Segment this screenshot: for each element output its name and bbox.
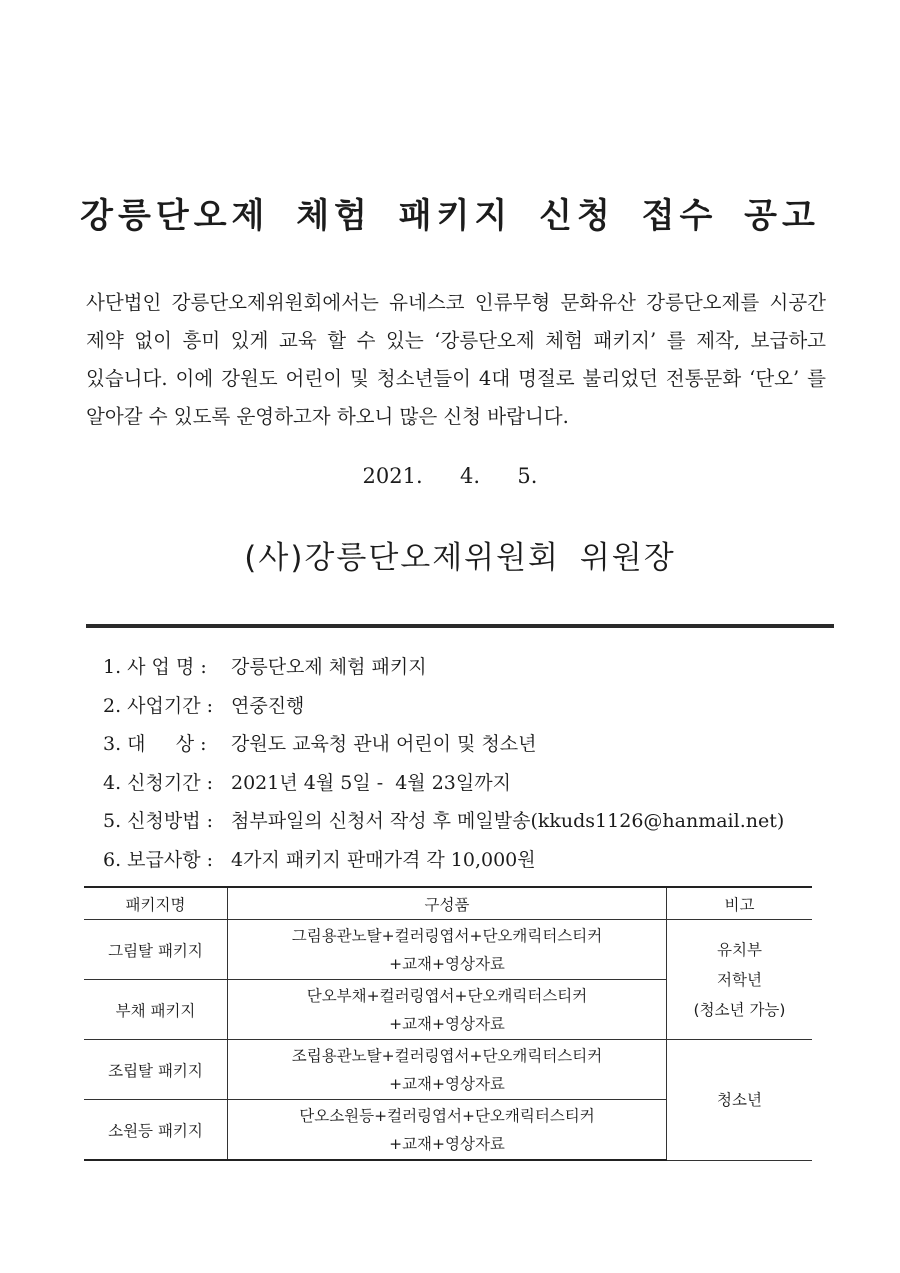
notice-title: 강릉단오제 체험 패키지 신청 접수 공고 xyxy=(80,196,820,236)
detail-label: 1. 사 업 명 : xyxy=(103,656,207,678)
package-note xyxy=(667,1040,813,1161)
package-components xyxy=(228,980,667,1040)
section-divider xyxy=(86,624,834,628)
detail-label: 4. 신청기간 : xyxy=(103,771,214,794)
package-note xyxy=(667,920,813,1040)
package-name: 그림탈 패키지 xyxy=(84,920,228,980)
detail-item-project-period xyxy=(103,687,843,726)
component-line: +교재+영상자료 xyxy=(389,1134,505,1153)
detail-item-application-period xyxy=(103,764,843,803)
component-line: +교재+영상자료 xyxy=(389,1014,505,1033)
note-line: 청소년 xyxy=(717,1090,762,1109)
detail-value: 강원도 교육청 관내 어린이 및 청소년 xyxy=(231,733,537,756)
header-components: 구성품 xyxy=(228,887,667,920)
component-line: 조립용관노탈+컬러링엽서+단오캐릭터스티커 xyxy=(291,1046,603,1065)
detail-value: 첨부파일의 신청서 작성 후 메일발송(kkuds1126@hanmail.net) xyxy=(231,810,785,833)
header-package-name: 패키지명 xyxy=(84,887,228,920)
component-line: +교재+영상자료 xyxy=(389,1074,505,1093)
component-line: 단오소원등+컬러링엽서+단오캐릭터스티커 xyxy=(299,1106,595,1125)
component-line: 그림용관노탈+컬러링엽서+단오캐릭터스티커 xyxy=(291,926,603,945)
table-header-row xyxy=(84,887,812,920)
package-components xyxy=(228,1100,667,1161)
package-components xyxy=(228,1040,667,1100)
detail-value: 연중진행 xyxy=(231,694,305,717)
detail-value: 강릉단오제 체험 패키지 xyxy=(231,656,427,678)
detail-label: 3. 대 상 : xyxy=(103,733,207,756)
package-table xyxy=(84,886,812,1161)
package-name: 조립탈 패키지 xyxy=(84,1040,228,1100)
detail-item-distribution xyxy=(103,841,843,880)
detail-label: 6. 보급사항 : xyxy=(103,848,214,871)
header-notes: 비고 xyxy=(667,887,813,920)
table-row xyxy=(84,1040,812,1100)
package-name: 소원등 패키지 xyxy=(84,1100,228,1161)
note-line: 저학년 xyxy=(717,970,762,989)
detail-value: 2021년 4월 5일 - 4월 23일까지 xyxy=(231,771,511,794)
note-line: 유치부 xyxy=(717,940,762,959)
notice-date: 2021. 4. 5. xyxy=(362,464,538,488)
package-components xyxy=(228,920,667,980)
note-line: (청소년 가능) xyxy=(693,1000,786,1019)
intro-paragraph: 사단법인 강릉단오제위원회에서는 유네스코 인류무형 문화유산 강릉단오제를 시공간 제약 없이 흥미 있게 교육 할 수 있는 ‘강릉단오제 체험 패키지’ 를 제작, 보급하고 있습니다. 이에 강원도 어린이 및 청소년들이 4대 명절로 불리었던 전통문화 ‘단오’ 를 알아갈 수 있도록 운영하고자 하오니 많은 신청 바랍니다. xyxy=(86,291,826,428)
package-name: 부채 패키지 xyxy=(84,980,228,1040)
component-line: +교재+영상자료 xyxy=(389,954,505,973)
component-line: 단오부채+컬러링엽서+단오캐릭터스티커 xyxy=(306,986,588,1005)
detail-item-project-name xyxy=(103,648,843,687)
issuing-organization: (사)강릉단오제위원회 위원장 xyxy=(244,540,676,576)
detail-value: 4가지 패키지 판매가격 각 10,000원 xyxy=(231,848,536,871)
detail-label: 2. 사업기간 : xyxy=(103,694,214,717)
detail-label: 5. 신청방법 : xyxy=(103,810,214,833)
table-row xyxy=(84,920,812,980)
details-list xyxy=(103,648,843,880)
detail-item-application-method xyxy=(103,802,843,841)
detail-item-target xyxy=(103,725,843,764)
